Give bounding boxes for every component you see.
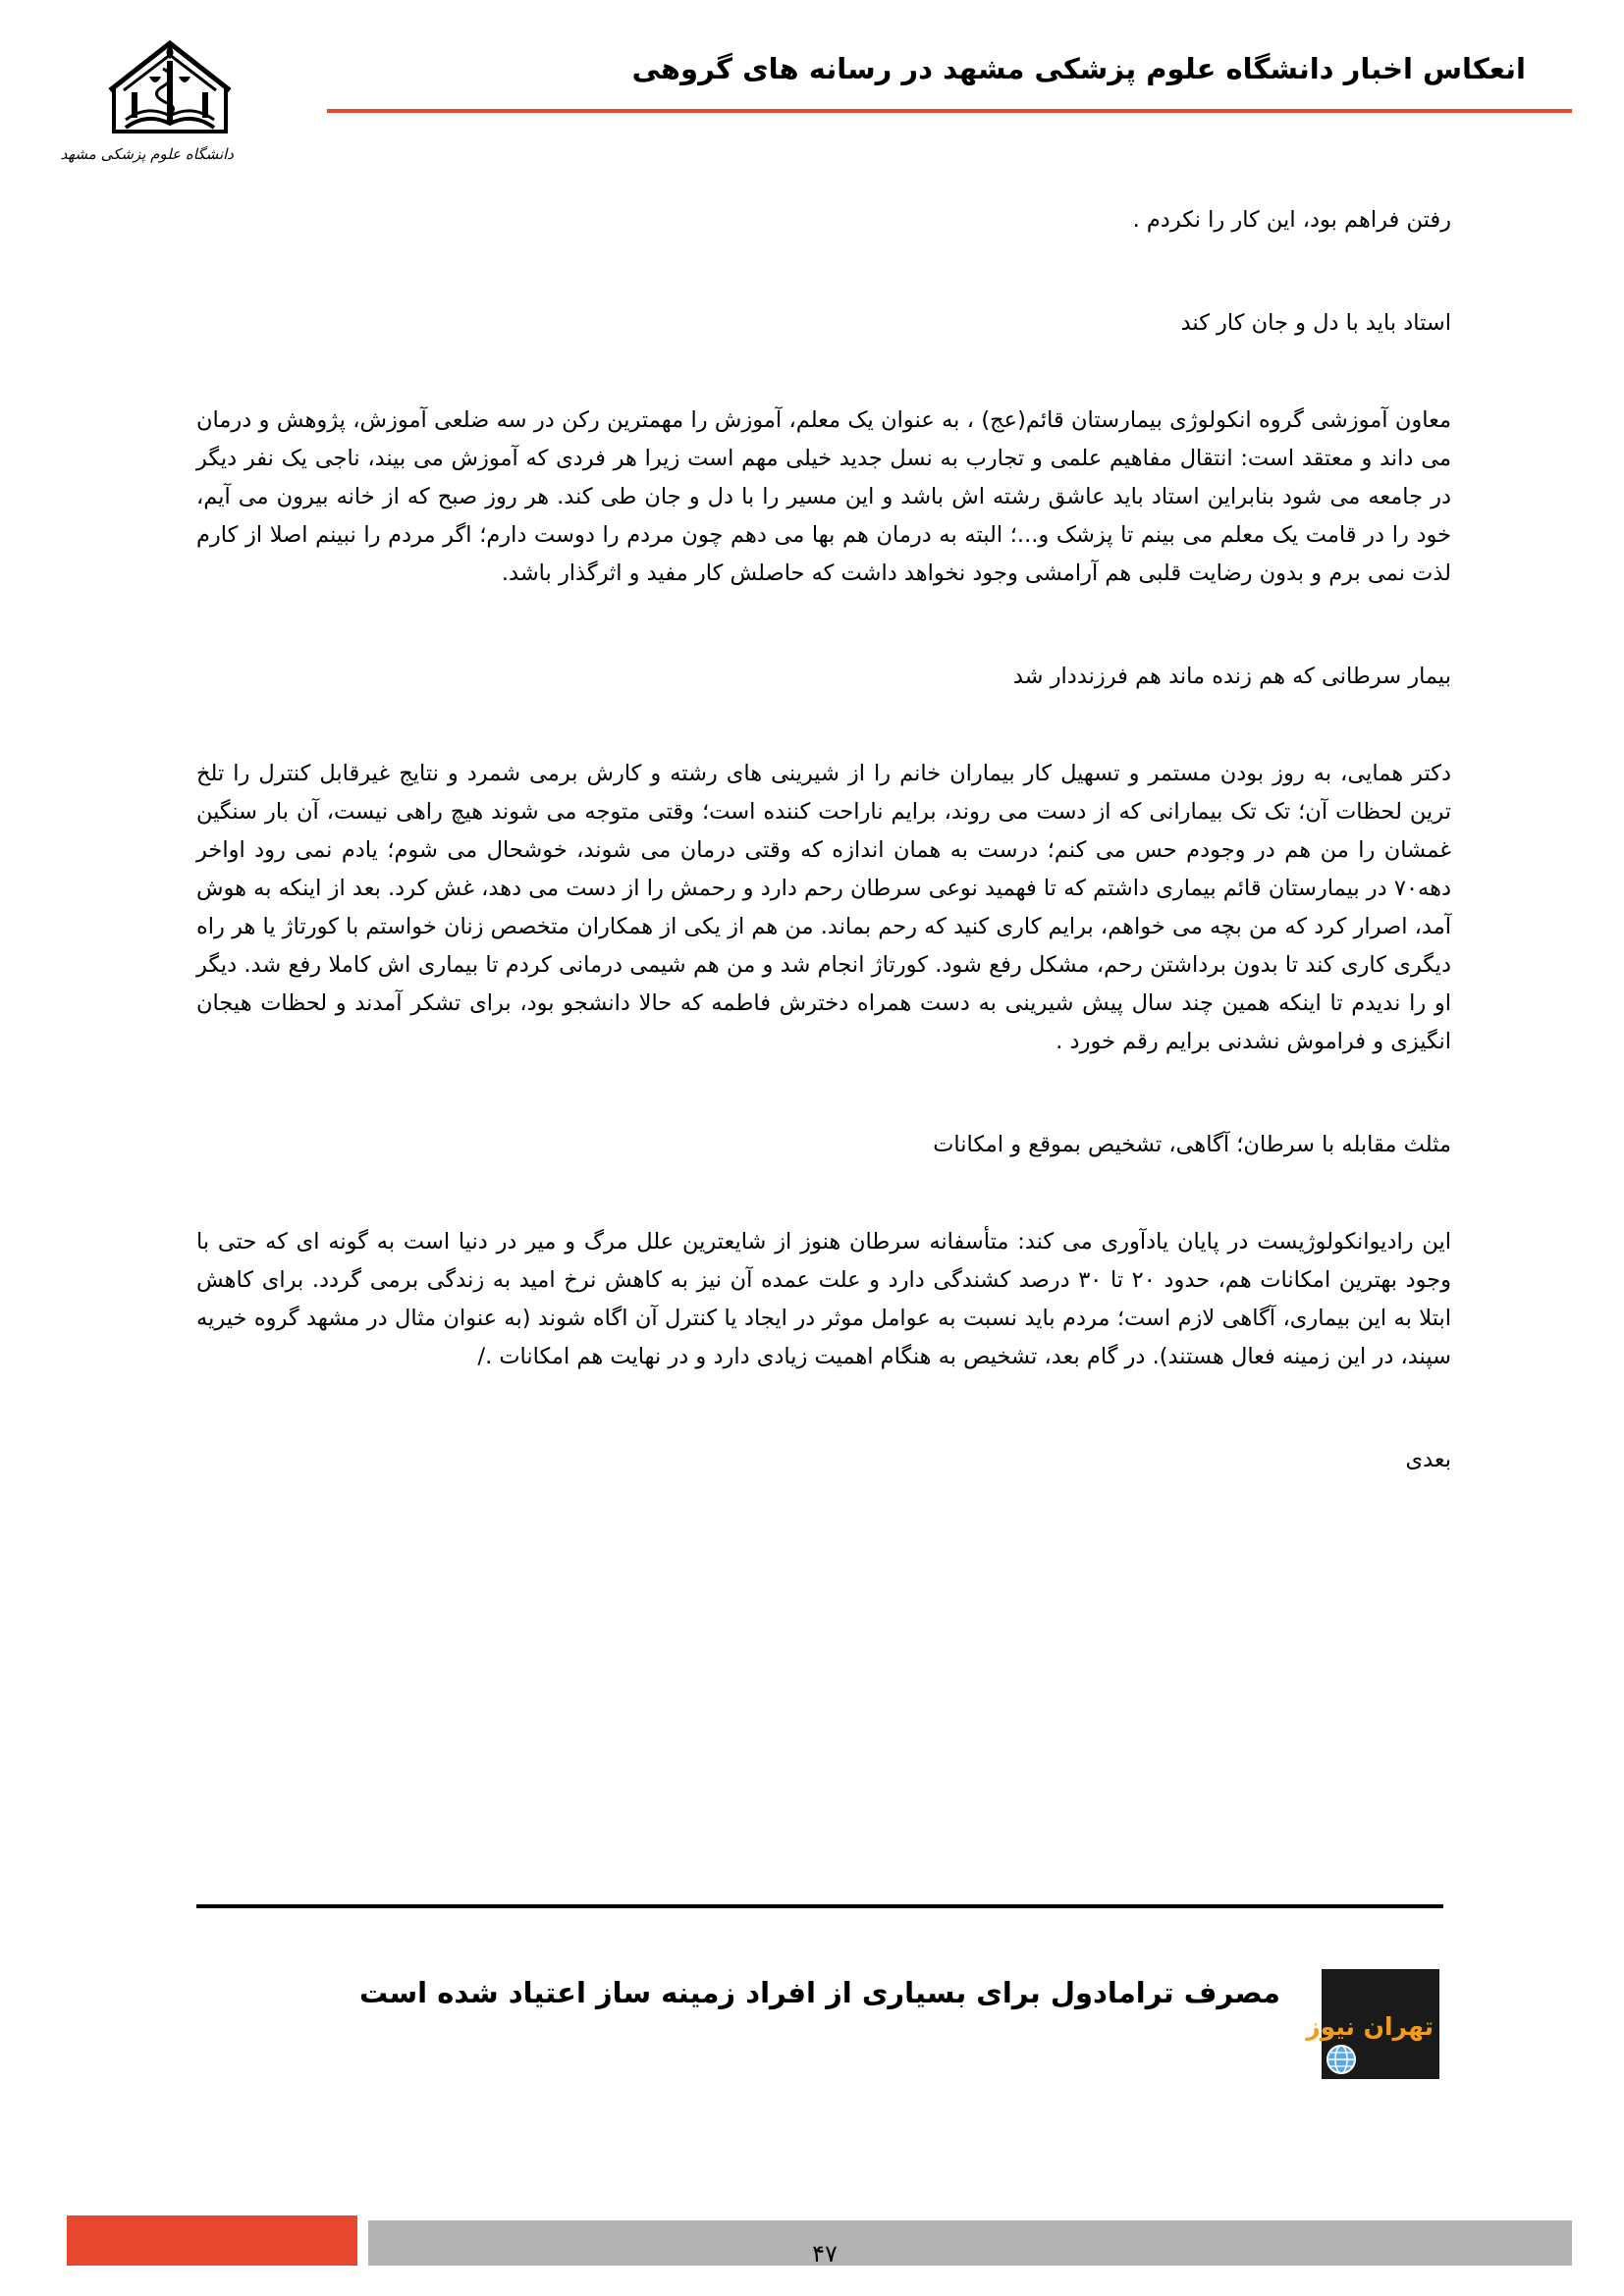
news-source-label: تهران نیوز <box>1306 2012 1434 2041</box>
header-divider <box>327 109 1572 113</box>
body-paragraph: دکتر همایی، به روز بودن مستمر و تسهیل کار بیماران خانم را از شیرینی های رشته و کارش برمی شمرد و نتایج غیرقابل کنترل را تلخ ترین لحظات آن؛ تک تک بیمارانی که از دست می روند، برایم ناراحت کننده است؛ وقتی متوجه می شوند هیچ راهی نیست، آن بار سنگین غمشان را من هم در وجودم حس می کنم؛ درست به همان اندازه که وقتی درمان می شوند، خوشحال می شوم؛ یادم نمی رود اواخر دهه۷۰ در بیمارستان قائم بیماری داشتم که تا فهمید نوعی سرطان رحم دارد و رحمش را از دست می دهد، غش کرد. بعد از اینکه به هوش آمد، اصرار کرد که من بچه می خواهم، برایم کاری کنید که رحم بماند. من هم از یکی از همکاران متخصص زنان خواستم با کورتاژ یا هر راه دیگری کاری کند تا بدون برداشتن رحم، مشکل رفع شود. کورتاژ انجام شد و من هم شیمی درمانی کردم تا بیماری اش کاملا رفع شد. دیگر او را ندیدم تا اینکه همین چند سال پیش شیرینی به دست همراه دخترش فاطمه که حالا دانشجو بود، برای تشکر آمدند و لحظات هیجان انگیزی و فراموش نشدنی برایم رقم خورد . <box>196 761 1451 1054</box>
page-header-title: انعکاس اخبار دانشگاه علوم پزشکی مشهد در رسانه های گروهی <box>631 52 1526 85</box>
university-logo-caption: دانشگاه علوم پزشکی مشهد <box>60 145 234 163</box>
next-link[interactable]: بعدی <box>1405 1447 1451 1472</box>
page-number: ۴۷ <box>812 2240 838 2268</box>
section-divider <box>196 1904 1443 1908</box>
body-paragraph: معاون آموزشی گروه انکولوژی بیمارستان قائم(عج) ، به عنوان یک معلم، آموزش را مهمترین رکن در سه ضلعی آموزش، پژوهش و درمان می داند و معتقد است: انتقال مفاهیم علمی و تجارب به نسل جدید خیلی مهم است زیرا هر فردی که آموزش می بیند، ناجی یک نفر دیگر در جامعه می شود بنابراین استاد باید عاشق رشته اش باشد و این مسیر را با دل و جان طی کند. هر روز صبح که از خانه بیرون می آیم، خود را در قامت یک معلم می بینم تا پزشک و...؛ البته به درمان هم بها می دهم چون مردم را دوست دارم؛ اگر مردم را نبینم اصلا از کارم لذت نمی برم و بدون رضایت قلبی هم آرامشی وجود نخواهد داشت که حاصلش کار مفید و اثرگذار باشد. <box>196 407 1451 586</box>
university-logo <box>60 37 253 163</box>
globe-icon <box>1326 2044 1357 2075</box>
next-article-title[interactable]: مصرف ترامادول برای بسیاری از افراد زمینه ساز اعتیاد شده است <box>358 1976 1280 2009</box>
article-body <box>196 201 1451 1479</box>
footer-gray-bar <box>368 2220 1572 2266</box>
body-paragraph: رفتن فراهم بود، این کار را نکردم . <box>1132 207 1451 233</box>
body-subheading: مثلث مقابله با سرطان؛ آگاهی، تشخیص بموقع و امکانات <box>933 1132 1451 1157</box>
footer-red-bar <box>67 2216 357 2266</box>
body-paragraph: این رادیوانکولوژیست در پایان یادآوری می کند: متأسفانه سرطان هنوز از شایعترین علل مرگ و میر در دنیا است به گونه ای که حتی با وجود بهترین امکانات هم، حدود ۲۰ تا ۳۰ درصد کشندگی دارد و علت عمده آن نیز به کاهش نرخ امید به زندگی برمی گردد. برای کاهش ابتلا به این بیماری، آگاهی لازم است؛ مردم باید نسبت به عوامل موثر در ایجاد یا کنترل آن اگاه شوند (به عنوان مثال در مشهد گروه خیریه سپند، در این زمینه فعال هستند). در گام بعد، تشخیص به هنگام اهمیت زیادی دارد و در نهایت هم امکانات ./ <box>196 1229 1452 1369</box>
body-subheading: بیمار سرطانی که هم زنده ماند هم فرزنددار شد <box>1012 664 1451 689</box>
news-source-thumbnail[interactable] <box>1306 1969 1439 2079</box>
body-subheading: استاد باید با دل و جان کار کند <box>1180 310 1451 336</box>
university-emblem-icon <box>106 37 253 135</box>
